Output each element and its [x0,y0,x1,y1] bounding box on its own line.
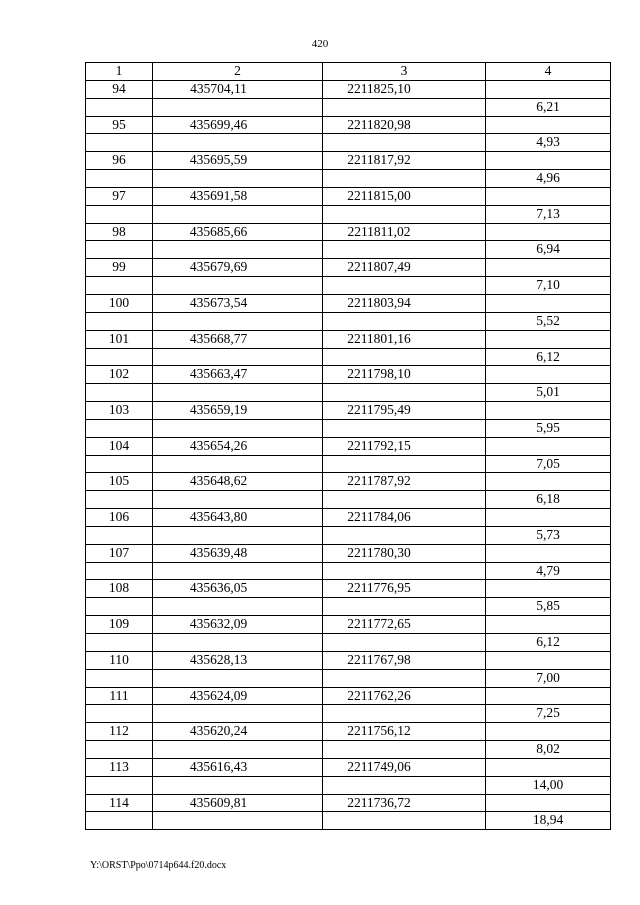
table-cell: 2211736,72 [323,794,486,812]
table-cell: 18,94 [486,812,611,830]
table-cell [486,509,611,527]
table-cell [486,330,611,348]
table-cell [323,98,486,116]
table-row [86,758,611,776]
table-cell: 435624,09 [153,687,323,705]
table-cell [323,455,486,473]
table-cell [486,259,611,277]
table-cell: 435679,69 [153,259,323,277]
table-row [86,98,611,116]
table-cell [323,170,486,188]
table-cell: 101 [86,330,153,348]
table-cell: 2211787,92 [323,473,486,491]
table-cell [323,205,486,223]
table-row [86,348,611,366]
table-cell: 2211749,06 [323,758,486,776]
table-body [86,80,611,829]
table-cell [153,277,323,295]
table-row [86,776,611,794]
table-cell: 6,94 [486,241,611,259]
table-cell: 2211795,49 [323,402,486,420]
table-cell: 95 [86,116,153,134]
table-row [86,526,611,544]
table-cell: 114 [86,794,153,812]
table-cell: 110 [86,651,153,669]
table-row [86,134,611,152]
table-header-row [86,63,611,81]
table-row [86,723,611,741]
table-cell [153,491,323,509]
table-row [86,259,611,277]
table-row [86,437,611,455]
table-row [86,205,611,223]
table-row [86,384,611,402]
table-cell [323,348,486,366]
table-cell [86,134,153,152]
table-cell [86,419,153,437]
table-cell [486,544,611,562]
table-cell [323,741,486,759]
table-cell [323,598,486,616]
table-cell: 4,93 [486,134,611,152]
table-cell [323,241,486,259]
table-cell [86,170,153,188]
table-cell: 4,79 [486,562,611,580]
table-cell: 14,00 [486,776,611,794]
table-cell [323,491,486,509]
table-cell [153,526,323,544]
table-cell: 2211772,65 [323,616,486,634]
table-cell [86,669,153,687]
table-row [86,277,611,295]
table-cell: 435663,47 [153,366,323,384]
table-cell [486,187,611,205]
table-cell [153,598,323,616]
table-row [86,812,611,830]
table-row [86,669,611,687]
table-cell: 6,18 [486,491,611,509]
table-cell [323,134,486,152]
table-cell [323,312,486,330]
table-cell: 435699,46 [153,116,323,134]
table-cell: 2211792,15 [323,437,486,455]
table-cell [153,205,323,223]
table-cell [153,98,323,116]
table-cell [153,634,323,652]
table-cell [486,651,611,669]
table-cell: 2211820,98 [323,116,486,134]
table-cell: 102 [86,366,153,384]
table-row [86,419,611,437]
table-cell: 108 [86,580,153,598]
table-cell [486,116,611,134]
table-cell [323,812,486,830]
table-row [86,312,611,330]
table-cell: 96 [86,152,153,170]
table-cell [323,669,486,687]
table-cell: 105 [86,473,153,491]
table-cell [153,812,323,830]
table-cell: 94 [86,80,153,98]
table-cell: 5,73 [486,526,611,544]
table-cell: 7,10 [486,277,611,295]
table-row [86,616,611,634]
table-cell [86,741,153,759]
table-cell: 435620,24 [153,723,323,741]
table-cell: 104 [86,437,153,455]
table-row [86,116,611,134]
table-cell [486,723,611,741]
table-cell: 100 [86,294,153,312]
table-cell [86,312,153,330]
table-cell [486,366,611,384]
table-cell: 5,85 [486,598,611,616]
table-row [86,509,611,527]
table-row [86,366,611,384]
table-row [86,705,611,723]
table-cell: 2211815,00 [323,187,486,205]
table-cell: 435609,81 [153,794,323,812]
table-cell [86,598,153,616]
table-cell [153,384,323,402]
table-cell: 5,01 [486,384,611,402]
table-cell [486,687,611,705]
table-cell: 435668,77 [153,330,323,348]
table-cell [86,98,153,116]
table-cell: 112 [86,723,153,741]
table-cell: 2211756,12 [323,723,486,741]
table-row [86,80,611,98]
table-cell: 7,05 [486,455,611,473]
table-cell: 2211811,02 [323,223,486,241]
table-cell [486,437,611,455]
table-cell: 435685,66 [153,223,323,241]
table-cell: 2211798,10 [323,366,486,384]
table-cell: 435643,80 [153,509,323,527]
header-cell: 4 [486,63,611,81]
table-cell: 435632,09 [153,616,323,634]
table-row [86,687,611,705]
table-cell: 109 [86,616,153,634]
header-cell: 1 [86,63,153,81]
table-cell: 435673,54 [153,294,323,312]
table-cell [86,562,153,580]
table-cell: 99 [86,259,153,277]
table-cell [153,669,323,687]
table-cell: 7,00 [486,669,611,687]
table-cell [153,776,323,794]
table-cell [486,473,611,491]
table-cell [323,705,486,723]
table-cell: 435628,13 [153,651,323,669]
table-cell [86,205,153,223]
table-row [86,473,611,491]
table-cell: 98 [86,223,153,241]
table-cell [86,455,153,473]
table-cell: 2211780,30 [323,544,486,562]
table-cell: 435648,62 [153,473,323,491]
table-row [86,544,611,562]
table-row [86,241,611,259]
table-cell [153,705,323,723]
table-cell [153,134,323,152]
table-cell: 435639,48 [153,544,323,562]
table-row [86,330,611,348]
table-cell: 435704,11 [153,80,323,98]
table-cell [86,384,153,402]
table-cell: 7,13 [486,205,611,223]
table-row [86,152,611,170]
table-cell [153,562,323,580]
table-row [86,634,611,652]
table-cell: 435695,59 [153,152,323,170]
table-cell [486,794,611,812]
table-cell [153,348,323,366]
table-cell: 2211807,49 [323,259,486,277]
table-cell [486,616,611,634]
table-row [86,562,611,580]
table-cell [153,312,323,330]
table-cell: 103 [86,402,153,420]
table-cell [486,152,611,170]
table-cell [86,776,153,794]
table-cell: 435654,26 [153,437,323,455]
table-cell: 4,96 [486,170,611,188]
table-cell [153,741,323,759]
table-cell [86,526,153,544]
table-row [86,741,611,759]
table-cell: 435616,43 [153,758,323,776]
table-cell [86,348,153,366]
table-cell [86,705,153,723]
table-cell: 97 [86,187,153,205]
table-row [86,187,611,205]
table-cell [86,634,153,652]
table-cell: 107 [86,544,153,562]
table-row [86,455,611,473]
table-cell [323,384,486,402]
table-cell: 8,02 [486,741,611,759]
table-cell [86,491,153,509]
table-cell [323,634,486,652]
table-row [86,402,611,420]
table-cell [323,776,486,794]
table-cell [153,419,323,437]
table-cell: 2211801,16 [323,330,486,348]
table-cell [486,80,611,98]
table-cell: 6,12 [486,634,611,652]
table-cell: 7,25 [486,705,611,723]
table-cell: 435691,58 [153,187,323,205]
table-cell [153,241,323,259]
table-cell [486,223,611,241]
table-cell [486,294,611,312]
page-number: 420 [311,38,329,50]
table-cell: 2211784,06 [323,509,486,527]
table-cell: 111 [86,687,153,705]
table-cell: 2211776,95 [323,580,486,598]
table-row [86,223,611,241]
table-cell: 6,21 [486,98,611,116]
table-cell [486,402,611,420]
table-cell [86,812,153,830]
table-cell [323,562,486,580]
table-cell [486,580,611,598]
file-path-footer: Y:\ORST\Ppo\0714p644.f20.docx [90,860,227,871]
table-cell [323,419,486,437]
table-row [86,491,611,509]
table-cell: 106 [86,509,153,527]
table-cell [153,455,323,473]
table-cell [153,170,323,188]
coordinates-table [85,62,611,830]
table-cell: 5,95 [486,419,611,437]
table-row [86,598,611,616]
table-row [86,294,611,312]
table-cell [323,277,486,295]
table-cell: 2211803,94 [323,294,486,312]
table-cell [486,758,611,776]
table-cell: 2211767,98 [323,651,486,669]
table-cell [323,526,486,544]
header-cell: 2 [153,63,323,81]
table-row [86,170,611,188]
table-row [86,580,611,598]
table-cell: 435636,05 [153,580,323,598]
table-cell: 2211825,10 [323,80,486,98]
table-cell: 5,52 [486,312,611,330]
table-cell: 2211762,26 [323,687,486,705]
table-cell [86,277,153,295]
table-cell: 6,12 [486,348,611,366]
table-row [86,794,611,812]
table-cell: 113 [86,758,153,776]
table-cell: 435659,19 [153,402,323,420]
table-cell [86,241,153,259]
table-cell: 2211817,92 [323,152,486,170]
table-row [86,651,611,669]
header-cell: 3 [323,63,486,81]
